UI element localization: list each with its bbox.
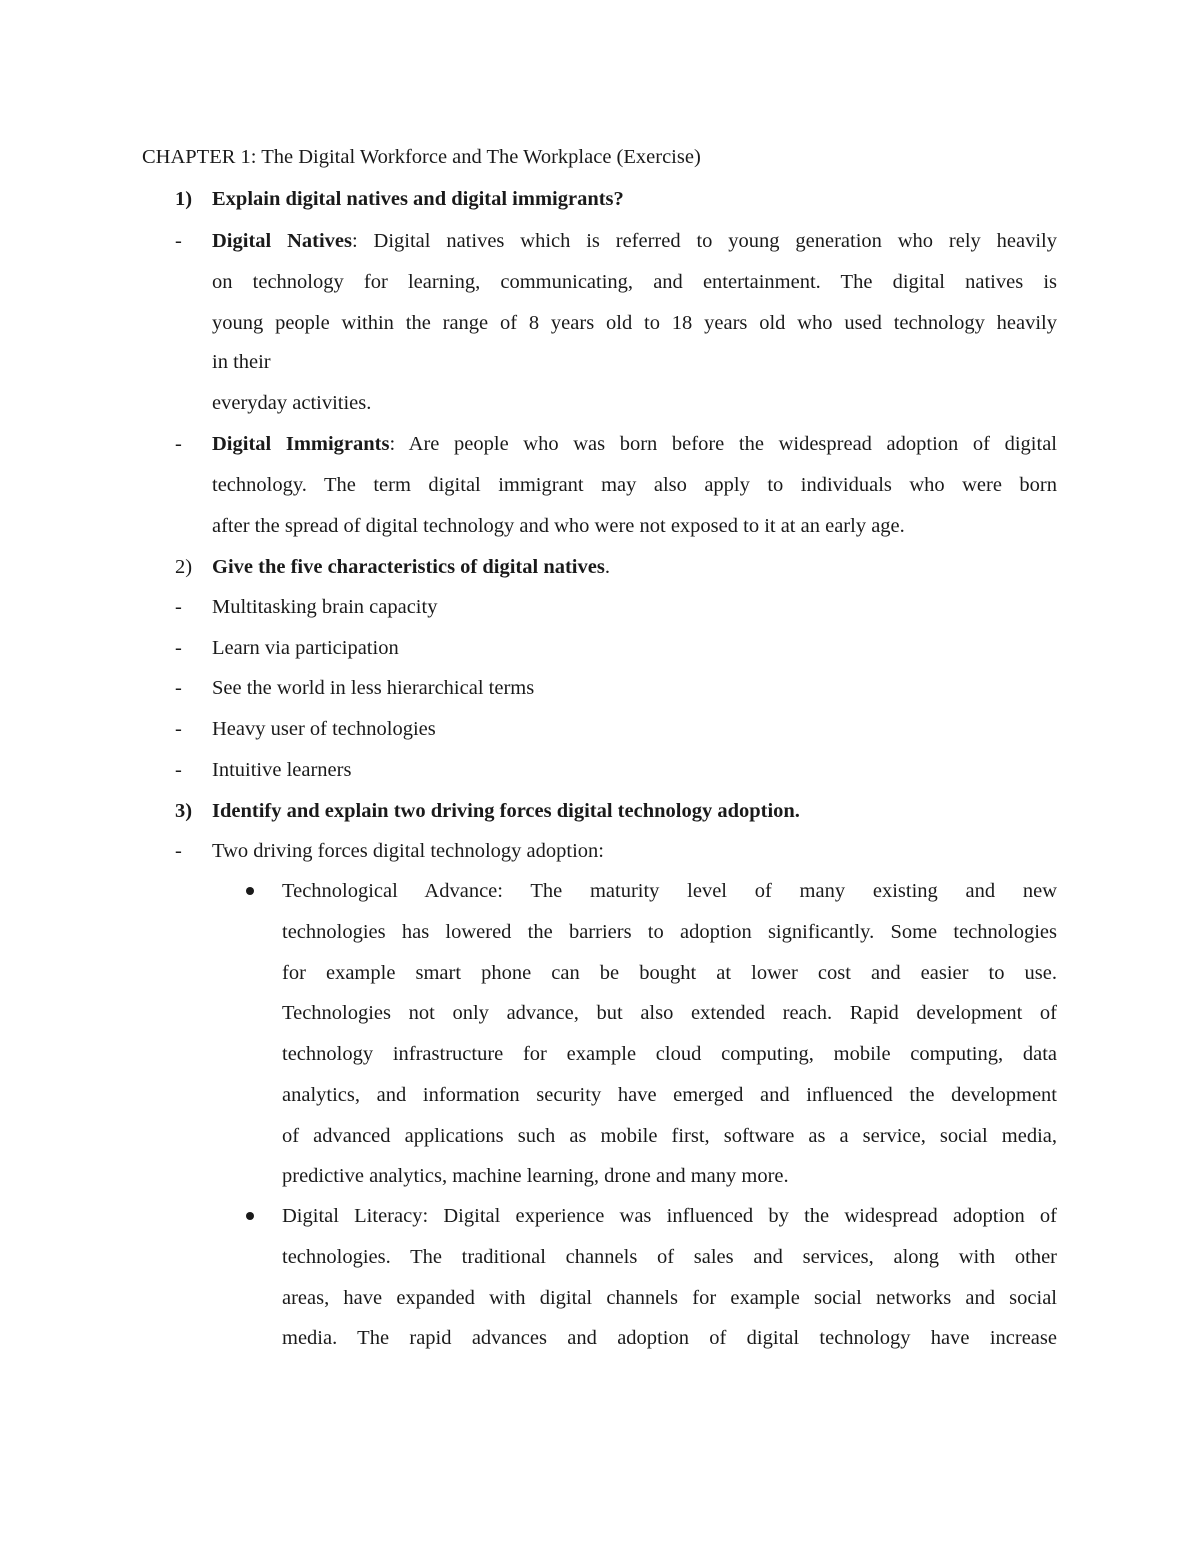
natives-text-1: : Digital natives which is referred to young generation who rely heavily <box>351 230 1057 252</box>
chapter-title-text: CHAPTER 1: The Digital Workforce and The Workplace (Exercise) <box>142 146 701 168</box>
question-2-line <box>212 557 610 578</box>
dash-marker: - <box>175 718 182 740</box>
bullet-icon <box>246 1212 254 1220</box>
natives-line-4: in their <box>212 351 271 373</box>
question-3-number: 3) <box>175 800 193 822</box>
tech-advance-line: for example smart phone can be bought at lower cost and easier to use. <box>282 962 1057 984</box>
dash-marker: - <box>175 596 182 618</box>
question-2-period: . <box>604 556 610 578</box>
tech-advance-line: predictive analytics, machine learning, drone and many more. <box>282 1165 789 1187</box>
dash-marker: - <box>175 433 182 455</box>
tech-advance-line: Technological Advance: The maturity level of many existing and new <box>282 880 1057 902</box>
bullet-icon <box>246 887 254 895</box>
question-2-text: Give the five characteristics of digital natives <box>212 556 605 578</box>
driving-forces-intro: Two driving forces digital technology adoption: <box>212 840 604 862</box>
tech-advance-line: technology infrastructure for example cloud computing, mobile computing, data <box>282 1043 1057 1065</box>
tech-advance-line: Technologies not only advance, but also extended reach. Rapid development of <box>282 1002 1057 1024</box>
digital-literacy-line: Digital Literacy: Digital experience was influenced by the widespread adoption of <box>282 1205 1057 1227</box>
characteristic-item: Intuitive learners <box>212 759 352 781</box>
digital-literacy-line: areas, have expanded with digital channels for example social networks and social <box>282 1287 1057 1309</box>
characteristic-item: Multitasking brain capacity <box>212 596 438 618</box>
characteristic-item: Learn via participation <box>212 637 399 659</box>
dash-marker: - <box>175 637 182 659</box>
immigrants-label: Digital Immigrants <box>212 433 390 455</box>
chapter-title <box>142 147 701 168</box>
natives-line-5: everyday activities. <box>212 392 372 414</box>
immigrants-line-2: technology. The term digital immigrant may also apply to individuals who were born <box>212 474 1057 496</box>
natives-label: Digital Natives <box>212 230 352 252</box>
natives-line-3: young people within the range of 8 years old to 18 years old who used technology heavily <box>212 312 1057 334</box>
digital-literacy-line: media. The rapid advances and adoption of digital technology have increase <box>282 1327 1057 1349</box>
dash-marker: - <box>175 230 182 252</box>
tech-advance-line: technologies has lowered the barriers to adoption significantly. Some technologies <box>282 921 1057 943</box>
tech-advance-line: analytics, and information security have emerged and influenced the development <box>282 1084 1057 1106</box>
tech-advance-line: of advanced applications such as mobile first, software as a service, social media, <box>282 1125 1057 1147</box>
characteristic-item: See the world in less hierarchical terms <box>212 677 535 699</box>
dash-marker: - <box>175 677 182 699</box>
immigrants-text-1: : Are people who was born before the widespread adoption of digital <box>389 433 1057 455</box>
digital-literacy-line: technologies. The traditional channels of sales and services, along with other <box>282 1246 1057 1268</box>
dash-marker: - <box>175 840 182 862</box>
natives-line-1 <box>212 231 1057 252</box>
question-3-text: Identify and explain two driving forces digital technology adoption. <box>212 800 800 822</box>
question-1-text: Explain digital natives and digital immigrants? <box>212 188 624 210</box>
immigrants-line-1 <box>212 434 1057 455</box>
question-1-number: 1) <box>175 188 193 210</box>
dash-marker: - <box>175 759 182 781</box>
immigrants-line-3: after the spread of digital technology and who were not exposed to it at an early age. <box>212 515 905 537</box>
question-2-number: 2) <box>175 556 193 578</box>
characteristic-item: Heavy user of technologies <box>212 718 436 740</box>
natives-line-2: on technology for learning, communicating, and entertainment. The digital natives is <box>212 271 1057 293</box>
